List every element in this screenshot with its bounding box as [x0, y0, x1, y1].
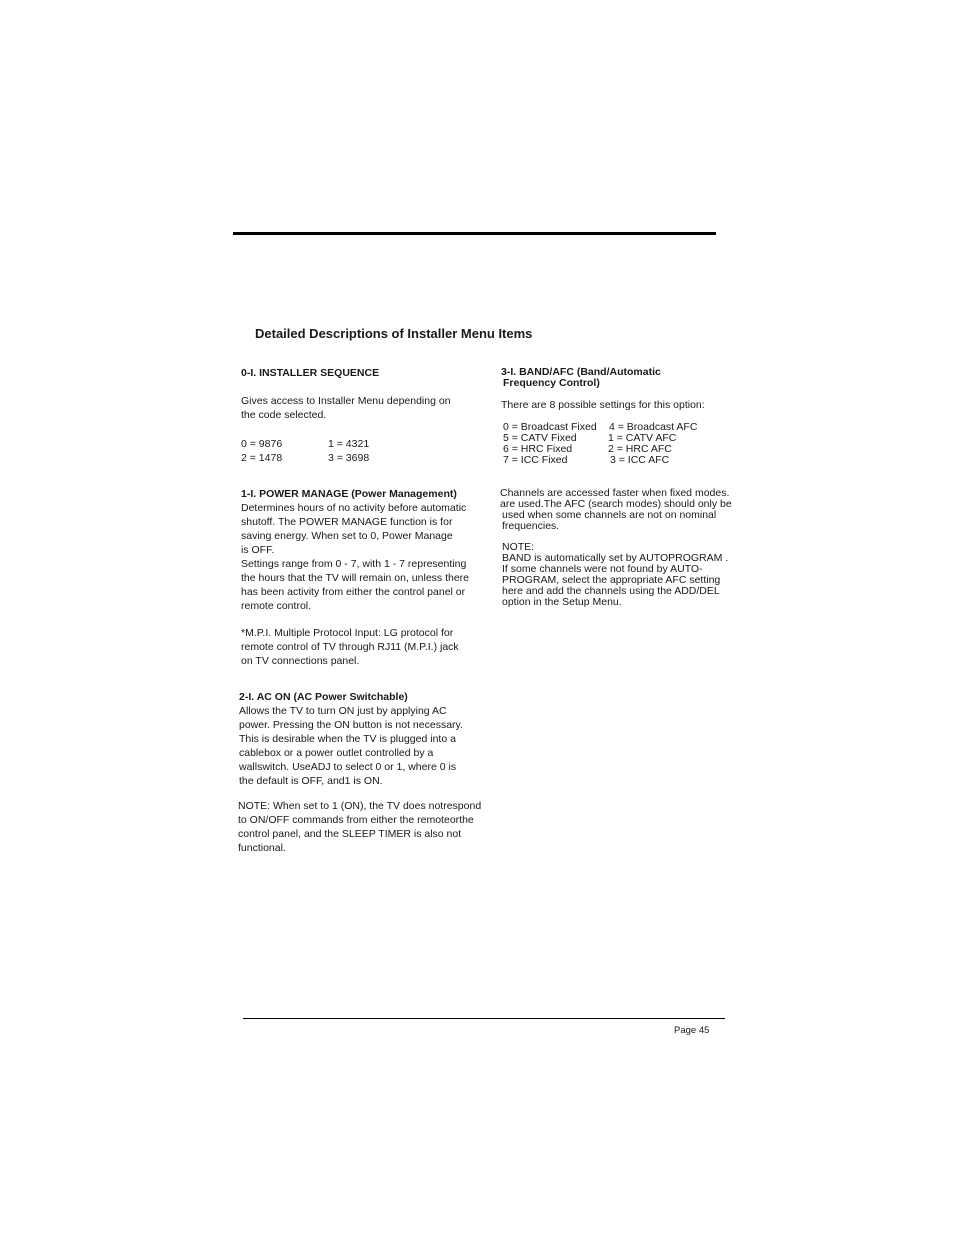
installer-sequence-desc [241, 394, 451, 422]
text-line: *M.P.I. Multiple Protocol Input: LG protocol for [241, 627, 454, 639]
text-line: Determines hours of no activity before automatic [241, 502, 467, 514]
text-line: cablebox or a power outlet controlled by a [239, 747, 434, 759]
installer-code-3: 3 = 3698 [328, 452, 370, 464]
heading-line: 3-I. BAND/AFC (Band/Automatic [501, 366, 661, 378]
text-line: frequencies. [502, 520, 560, 532]
text-line: the hours that the TV will remain on, unless there [241, 572, 470, 584]
band-setting-2: 2 = HRC AFC [608, 443, 672, 455]
text-line: BAND is automatically set by AUTOPROGRAM . [502, 552, 729, 564]
text-line: the default is OFF, and1 is ON. [239, 775, 383, 787]
text-line: the code selected. [241, 409, 327, 421]
text-line: here and add the channels using the ADD/DEL [502, 585, 720, 597]
ac-on-heading: 2-I. AC ON (AC Power Switchable) [239, 691, 408, 703]
text-line: PROGRAM, select the appropriate AFC setting [502, 574, 721, 586]
power-manage-heading: 1-I. POWER MANAGE (Power Management) [241, 488, 457, 500]
text-line: shutoff. The POWER MANAGE function is for [241, 516, 453, 528]
text-line: to ON/OFF commands from either the remoteorthe [238, 814, 474, 826]
band-setting-6: 6 = HRC Fixed [503, 443, 573, 455]
band-afc-paragraph [500, 488, 732, 532]
text-line: Allows the TV to turn ON just by applying AC [239, 705, 447, 717]
ac-on-body [239, 704, 463, 788]
ac-on-note [238, 799, 481, 855]
text-line: Settings range from 0 - 7, with 1 - 7 representing [241, 558, 467, 570]
text-line: saving energy. When set to 0, Power Manage [241, 530, 453, 542]
text-line: Gives access to Installer Menu depending on [241, 395, 451, 407]
text-line: on TV connections panel. [241, 655, 360, 667]
band-afc-note [502, 542, 728, 608]
band-setting-4: 4 = Broadcast AFC [609, 421, 698, 433]
text-line: has been activity from either the control panel or [241, 586, 466, 598]
band-setting-5: 5 = CATV Fixed [503, 432, 577, 444]
band-setting-0: 0 = Broadcast Fixed [503, 421, 597, 433]
installer-code-2: 2 = 1478 [241, 452, 283, 464]
text-line: remote control of TV through RJ11 (M.P.I.) jack [241, 641, 459, 653]
installer-code-1: 1 = 4321 [328, 438, 370, 450]
text-line: This is desirable when the TV is plugged into a [239, 733, 456, 745]
text-line: Channels are accessed faster when fixed modes. [500, 487, 730, 499]
top-rule [233, 232, 716, 235]
text-line: If some channels were not found by AUTO- [502, 563, 703, 575]
text-line: used when some channels are not on nominal [502, 509, 717, 521]
installer-sequence-heading: 0-I. INSTALLER SEQUENCE [241, 367, 380, 379]
text-line: NOTE: [502, 541, 535, 553]
power-manage-body [241, 501, 469, 613]
band-setting-7: 7 = ICC Fixed [503, 454, 568, 466]
band-afc-intro: There are 8 possible settings for this option: [501, 399, 705, 411]
text-line: is OFF. [241, 544, 275, 556]
band-setting-3: 3 = ICC AFC [610, 454, 670, 466]
footer-rule [243, 1018, 725, 1019]
text-line: remote control. [241, 600, 312, 612]
page-title: Detailed Descriptions of Installer Menu Items [255, 326, 533, 341]
text-line: power. Pressing the ON button is not necessary. [239, 719, 463, 731]
mpi-note [241, 626, 459, 668]
band-afc-heading [501, 367, 661, 389]
installer-code-0: 0 = 9876 [241, 438, 283, 450]
text-line: option in the Setup Menu. [502, 596, 622, 608]
heading-line: Frequency Control) [503, 377, 600, 389]
text-line: functional. [238, 842, 286, 854]
text-line: wallswitch. UseADJ to select 0 or 1, where 0 is [239, 761, 457, 773]
band-setting-1: 1 = CATV AFC [608, 432, 677, 444]
text-line: control panel, and the SLEEP TIMER is also not [238, 828, 462, 840]
page-number: Page 45 [674, 1025, 710, 1036]
text-line: NOTE: When set to 1 (ON), the TV does notrespond [238, 800, 482, 812]
text-line: are used.The AFC (search modes) should only be [500, 498, 732, 510]
